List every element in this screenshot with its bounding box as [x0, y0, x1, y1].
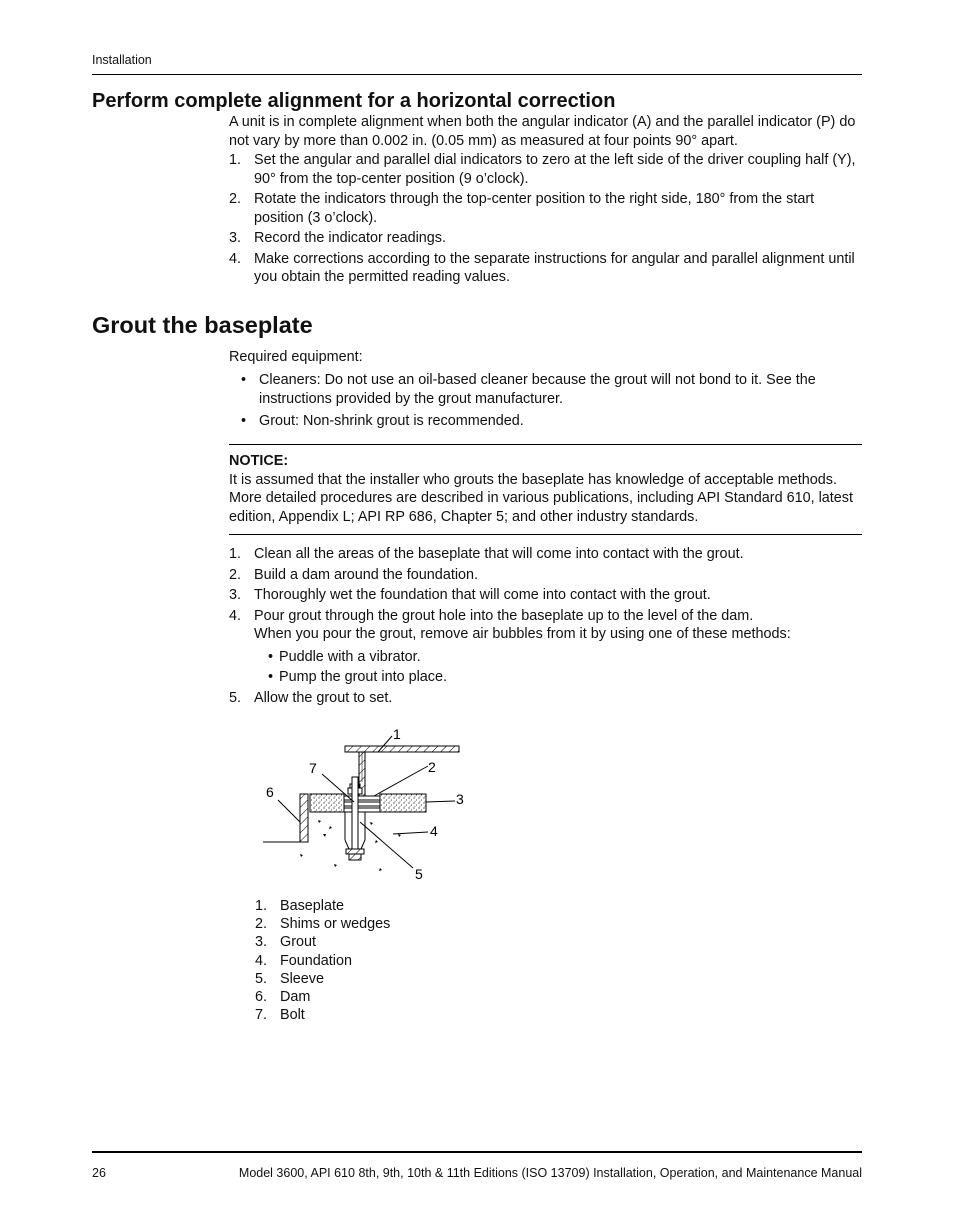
callout-2: 2 — [428, 759, 436, 775]
legend-number: 4. — [255, 952, 268, 969]
legend-text: Shims or wedges — [280, 916, 391, 933]
page-number: 26 — [92, 1166, 106, 1180]
section-label: Installation — [92, 53, 152, 67]
legend-text: Foundation — [280, 952, 353, 969]
grout-steps — [229, 545, 865, 707]
notice-bottom-divider — [229, 534, 862, 535]
list-item — [255, 915, 390, 933]
alignment-intro: A unit is in complete alignment when both the angular indicator (A) and the parallel indicator (P) do not vary by more than 0.002 in. (0.05 mm) as measured at four points 90° apart. — [229, 114, 856, 149]
step-number: 3. — [229, 587, 242, 603]
header-divider — [92, 74, 862, 75]
legend-list — [255, 897, 390, 1024]
legend-text: Dam — [280, 989, 311, 1006]
equipment-text: Grout: Non-shrink grout is recommended. — [259, 413, 524, 429]
bullet: • — [241, 372, 247, 388]
list-item — [255, 970, 390, 988]
required-equipment-label: Required equipment: — [229, 349, 363, 365]
step-number: 4. — [229, 250, 242, 267]
list-item — [229, 151, 865, 188]
callout-4: 4 — [430, 823, 438, 839]
method-text: Pump the grout into place. — [279, 669, 447, 685]
bullet: • — [268, 648, 274, 665]
foundation-aggregate — [300, 820, 401, 871]
list-item — [255, 952, 390, 970]
list-item — [254, 668, 865, 687]
list-item — [229, 229, 865, 248]
equipment-list-wrap — [229, 371, 865, 435]
grout-methods — [254, 648, 865, 687]
notice-label: NOTICE: — [229, 453, 289, 469]
step-number: 5. — [229, 689, 242, 706]
legend-text: Sleeve — [280, 970, 325, 987]
bullet: • — [241, 413, 247, 429]
figure-legend — [255, 897, 390, 1024]
legend-number: 3. — [255, 934, 268, 951]
notice-box — [229, 452, 865, 526]
callout-3: 3 — [456, 791, 464, 807]
list-item — [229, 412, 865, 431]
footer-divider — [92, 1151, 862, 1153]
list-item — [229, 190, 865, 227]
grout-baseplate-diagram — [258, 722, 473, 887]
legend-text: Grout — [280, 934, 316, 951]
legend-text: Bolt — [280, 1007, 305, 1024]
notice-text: It is assumed that the installer who grouts the baseplate has knowledge of acceptable methods. More detailed procedures are described in various publications, including API Standard 610, latest edition, Appendix L; API RP 686, Chapter 5; and other industry standards. — [229, 471, 853, 525]
callout-7: 7 — [309, 760, 317, 776]
grout-heading: Grout the baseplate — [92, 312, 313, 338]
list-item — [255, 988, 390, 1006]
legend-number: 5. — [255, 970, 268, 987]
callout-5: 5 — [415, 866, 423, 882]
legend-number: 2. — [255, 916, 268, 933]
legend-number: 6. — [255, 989, 268, 1006]
list-item — [229, 371, 865, 408]
step-text: Thoroughly wet the foundation that will come into contact with the grout. — [254, 587, 711, 603]
notice-top-divider — [229, 444, 862, 445]
legend-text: Baseplate — [280, 898, 345, 914]
step-text: Set the angular and parallel dial indicators to zero at the left side of the driver coupling half (Y), 90° from the top-center position (9 o’clock). — [254, 152, 856, 187]
step-subtext: When you pour the grout, remove air bubbles from it by using one of these methods: — [254, 626, 791, 642]
list-item — [255, 1006, 390, 1024]
list-item — [229, 689, 865, 708]
step-text: Clean all the areas of the baseplate that will come into contact with the grout. — [254, 546, 744, 562]
list-item — [255, 933, 390, 951]
method-text: Puddle with a vibrator. — [279, 648, 421, 665]
alignment-body — [229, 113, 865, 289]
step-text: Make corrections according to the separate instructions for angular and parallel alignment until you obtain the permitted reading values. — [254, 250, 855, 285]
step-text: Record the indicator readings. — [254, 230, 446, 246]
callout-6: 6 — [266, 784, 274, 800]
step-text: Pour grout through the grout hole into the baseplate up to the level of the dam. — [254, 607, 754, 624]
footer-title: Model 3600, API 610 8th, 9th, 10th & 11th Editions (ISO 13709) Installation, Operation, and Maintenance Manual — [238, 1166, 862, 1180]
list-item — [229, 607, 865, 687]
step-text: Allow the grout to set. — [254, 689, 393, 706]
step-number: 2. — [229, 191, 242, 207]
equipment-list — [229, 371, 865, 431]
list-item — [255, 897, 390, 915]
grout-steps-wrap — [229, 545, 865, 709]
list-item — [254, 648, 865, 667]
bullet: • — [268, 669, 274, 685]
step-number: 1. — [229, 546, 242, 562]
alignment-heading: Perform complete alignment for a horizontal correction — [92, 90, 616, 112]
step-number: 3. — [229, 230, 242, 246]
list-item — [229, 250, 865, 287]
dam-shape — [263, 794, 308, 842]
step-number: 1. — [229, 152, 242, 168]
step-number: 4. — [229, 607, 242, 624]
list-item — [229, 586, 865, 605]
step-text: Rotate the indicators through the top-center position to the right side, 180° from the start position (3 o’clock). — [254, 191, 815, 226]
list-item — [229, 566, 865, 585]
list-item — [229, 545, 865, 564]
equipment-text: Cleaners: Do not use an oil-based cleaner because the grout will not bond to it. See the instructions provided by the grout manufacturer. — [259, 372, 816, 407]
legend-number: 7. — [255, 1007, 268, 1024]
legend-number: 1. — [255, 898, 268, 914]
callout-1: 1 — [393, 726, 401, 742]
step-number: 2. — [229, 566, 242, 583]
step-text: Build a dam around the foundation. — [254, 566, 479, 583]
alignment-steps — [229, 151, 865, 287]
